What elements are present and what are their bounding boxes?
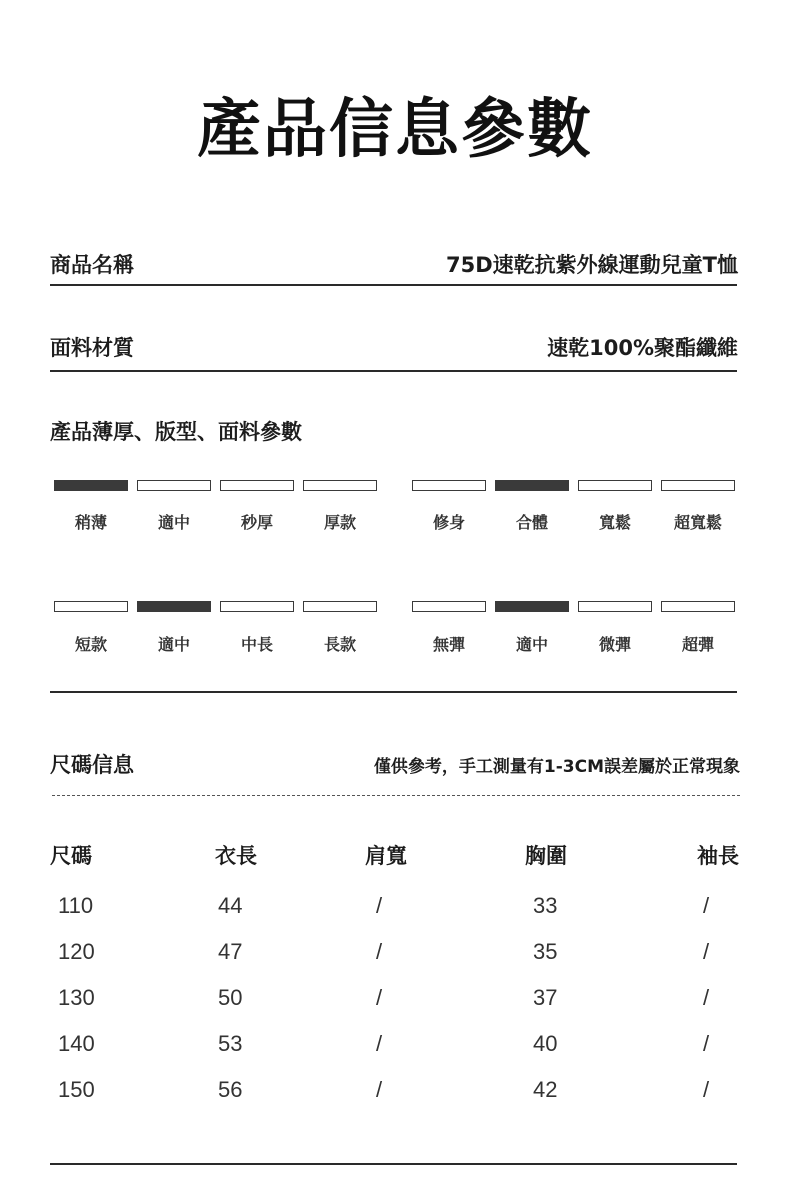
table-cell: 53 — [218, 1031, 243, 1056]
fit-bar-2 — [495, 480, 569, 491]
divider — [50, 691, 737, 693]
table-cell: 35 — [533, 939, 558, 964]
table-cell: / — [703, 985, 710, 1010]
table-cell: 120 — [58, 939, 95, 964]
thickness-option-label: 厚款 — [323, 513, 356, 532]
table-cell: / — [376, 939, 383, 964]
length-option-label: 適中 — [157, 635, 190, 654]
divider — [50, 370, 737, 372]
stretch-bar-3 — [578, 601, 652, 612]
thickness-option-label: 秒厚 — [240, 513, 273, 532]
length-bar-1 — [54, 601, 128, 612]
table-cell: 50 — [218, 985, 243, 1010]
table-cell: / — [376, 985, 383, 1010]
column-header: 衣長 — [215, 844, 257, 868]
column-header: 胸圍 — [525, 844, 567, 868]
table-cell: / — [703, 893, 710, 918]
fit-bar-1 — [412, 480, 486, 491]
length-option-label: 長款 — [323, 635, 356, 654]
table-cell: 56 — [218, 1077, 243, 1102]
fabric-value: 速乾100%聚酯纖維 — [547, 336, 738, 360]
dashed-divider — [52, 795, 740, 796]
length-option-label: 短款 — [74, 635, 107, 654]
table-cell: 42 — [533, 1077, 558, 1102]
thickness-bar-3 — [220, 480, 294, 491]
table-cell: 150 — [58, 1077, 95, 1102]
stretch-option-label: 無彈 — [432, 635, 465, 654]
length-bar-4 — [303, 601, 377, 612]
table-cell: / — [703, 1031, 710, 1056]
stretch-option-label: 適中 — [515, 635, 548, 654]
fit-option-label: 超寬鬆 — [673, 513, 722, 532]
thickness-bar-2 — [137, 480, 211, 491]
table-cell: 130 — [58, 985, 95, 1010]
stretch-bar-1 — [412, 601, 486, 612]
stretch-bar-2 — [495, 601, 569, 612]
stretch-option-label: 微彈 — [598, 635, 631, 654]
thickness-bar-4 — [303, 480, 377, 491]
table-cell: 40 — [533, 1031, 558, 1056]
fabric-label: 面料材質 — [50, 336, 134, 360]
product-name-value: 75D速乾抗紫外線運動兒童T恤 — [446, 253, 738, 277]
product-name-label: 商品名稱 — [50, 253, 134, 277]
fit-option-label: 寬鬆 — [598, 513, 631, 532]
thickness-option-label: 適中 — [157, 513, 190, 532]
table-cell: 33 — [533, 893, 558, 918]
length-option-label: 中長 — [240, 635, 273, 654]
table-cell: 37 — [533, 985, 558, 1010]
divider — [50, 284, 737, 286]
table-cell: / — [376, 893, 383, 918]
divider — [50, 1163, 737, 1165]
table-cell: 110 — [58, 893, 94, 918]
table-cell: / — [376, 1031, 383, 1056]
length-bar-2 — [137, 601, 211, 612]
thickness-bar-1 — [54, 480, 128, 491]
fit-option-label: 修身 — [432, 513, 465, 532]
table-cell: 44 — [218, 893, 243, 918]
table-cell: 47 — [218, 939, 243, 964]
column-header: 袖長 — [697, 844, 739, 868]
table-cell: / — [376, 1077, 383, 1102]
params-heading: 產品薄厚、版型、面料參數 — [50, 420, 302, 444]
table-cell: / — [703, 939, 710, 964]
fit-option-label: 合體 — [515, 513, 548, 532]
thickness-option-label: 稍薄 — [74, 513, 107, 532]
page-title: 產品信息參數 — [197, 93, 593, 167]
table-cell: 140 — [58, 1031, 95, 1056]
fit-bar-4 — [661, 480, 735, 491]
column-header: 肩寬 — [365, 844, 407, 868]
length-bar-3 — [220, 601, 294, 612]
column-header: 尺碼 — [50, 844, 92, 868]
size-note: 僅供參考，手工測量有1-3CM誤差屬於正常現象 — [373, 757, 740, 777]
stretch-option-label: 超彈 — [681, 635, 714, 654]
fit-bar-3 — [578, 480, 652, 491]
table-cell: / — [703, 1077, 710, 1102]
size-heading: 尺碼信息 — [50, 753, 134, 777]
stretch-bar-4 — [661, 601, 735, 612]
